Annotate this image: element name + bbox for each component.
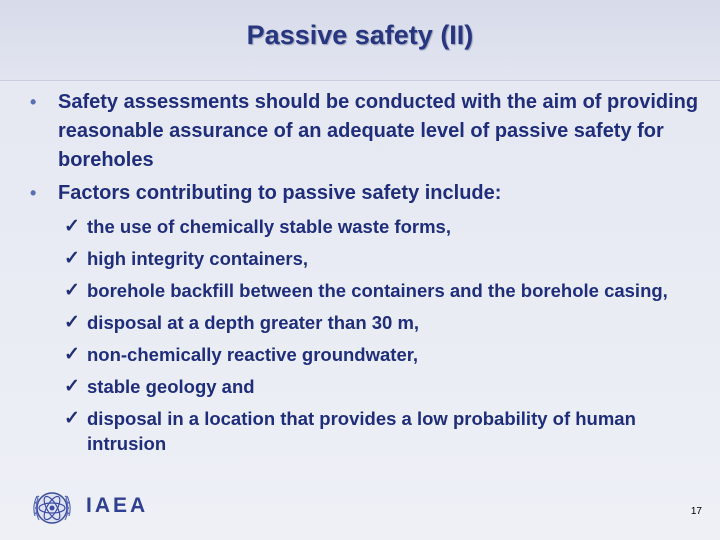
sub-item-text: the use of chemically stable waste forms,	[87, 216, 451, 237]
bullet-item	[30, 88, 700, 175]
bullet-dot-icon: •	[30, 92, 37, 112]
sub-item	[64, 214, 700, 239]
checkmark-icon: ✓	[64, 248, 80, 269]
iaea-logo-text: IAEA	[86, 494, 149, 517]
bullet-item	[30, 179, 700, 208]
sub-item-text: non-chemically reactive groundwater,	[87, 344, 419, 365]
sub-item-text: disposal at a depth greater than 30 m,	[87, 312, 420, 333]
checkmark-icon: ✓	[64, 376, 80, 397]
checkmark-icon: ✓	[64, 408, 80, 429]
checkmark-icon: ✓	[64, 312, 80, 333]
sub-item	[64, 246, 700, 271]
bullet-dot-icon: •	[30, 183, 37, 203]
sub-item-text: borehole backfill between the containers and the borehole casing,	[87, 280, 668, 301]
iaea-emblem-icon	[28, 484, 76, 532]
sub-item	[64, 310, 700, 335]
sub-item-text: high integrity containers,	[87, 248, 308, 269]
sub-item	[64, 342, 700, 367]
bullet-text: Factors contributing to passive safety include:	[58, 182, 502, 204]
checkmark-icon: ✓	[64, 216, 80, 237]
sub-item-text: stable geology and	[87, 376, 255, 397]
slide-title: Passive safety (II)	[246, 20, 474, 50]
sub-item	[64, 278, 700, 303]
sub-item	[64, 374, 700, 399]
checkmark-icon: ✓	[64, 344, 80, 365]
page-number: 17	[690, 506, 702, 517]
sub-item-text: disposal in a location that provides a low probability of human intrusion	[87, 408, 636, 454]
sub-item	[64, 406, 700, 456]
bullet-text: Safety assessments should be conducted with the aim of providing reasonable assurance of an adequate level of passive safety for boreholes	[58, 91, 699, 171]
checkmark-icon: ✓	[64, 280, 80, 301]
sub-list	[30, 214, 700, 456]
slide-content	[30, 88, 700, 463]
